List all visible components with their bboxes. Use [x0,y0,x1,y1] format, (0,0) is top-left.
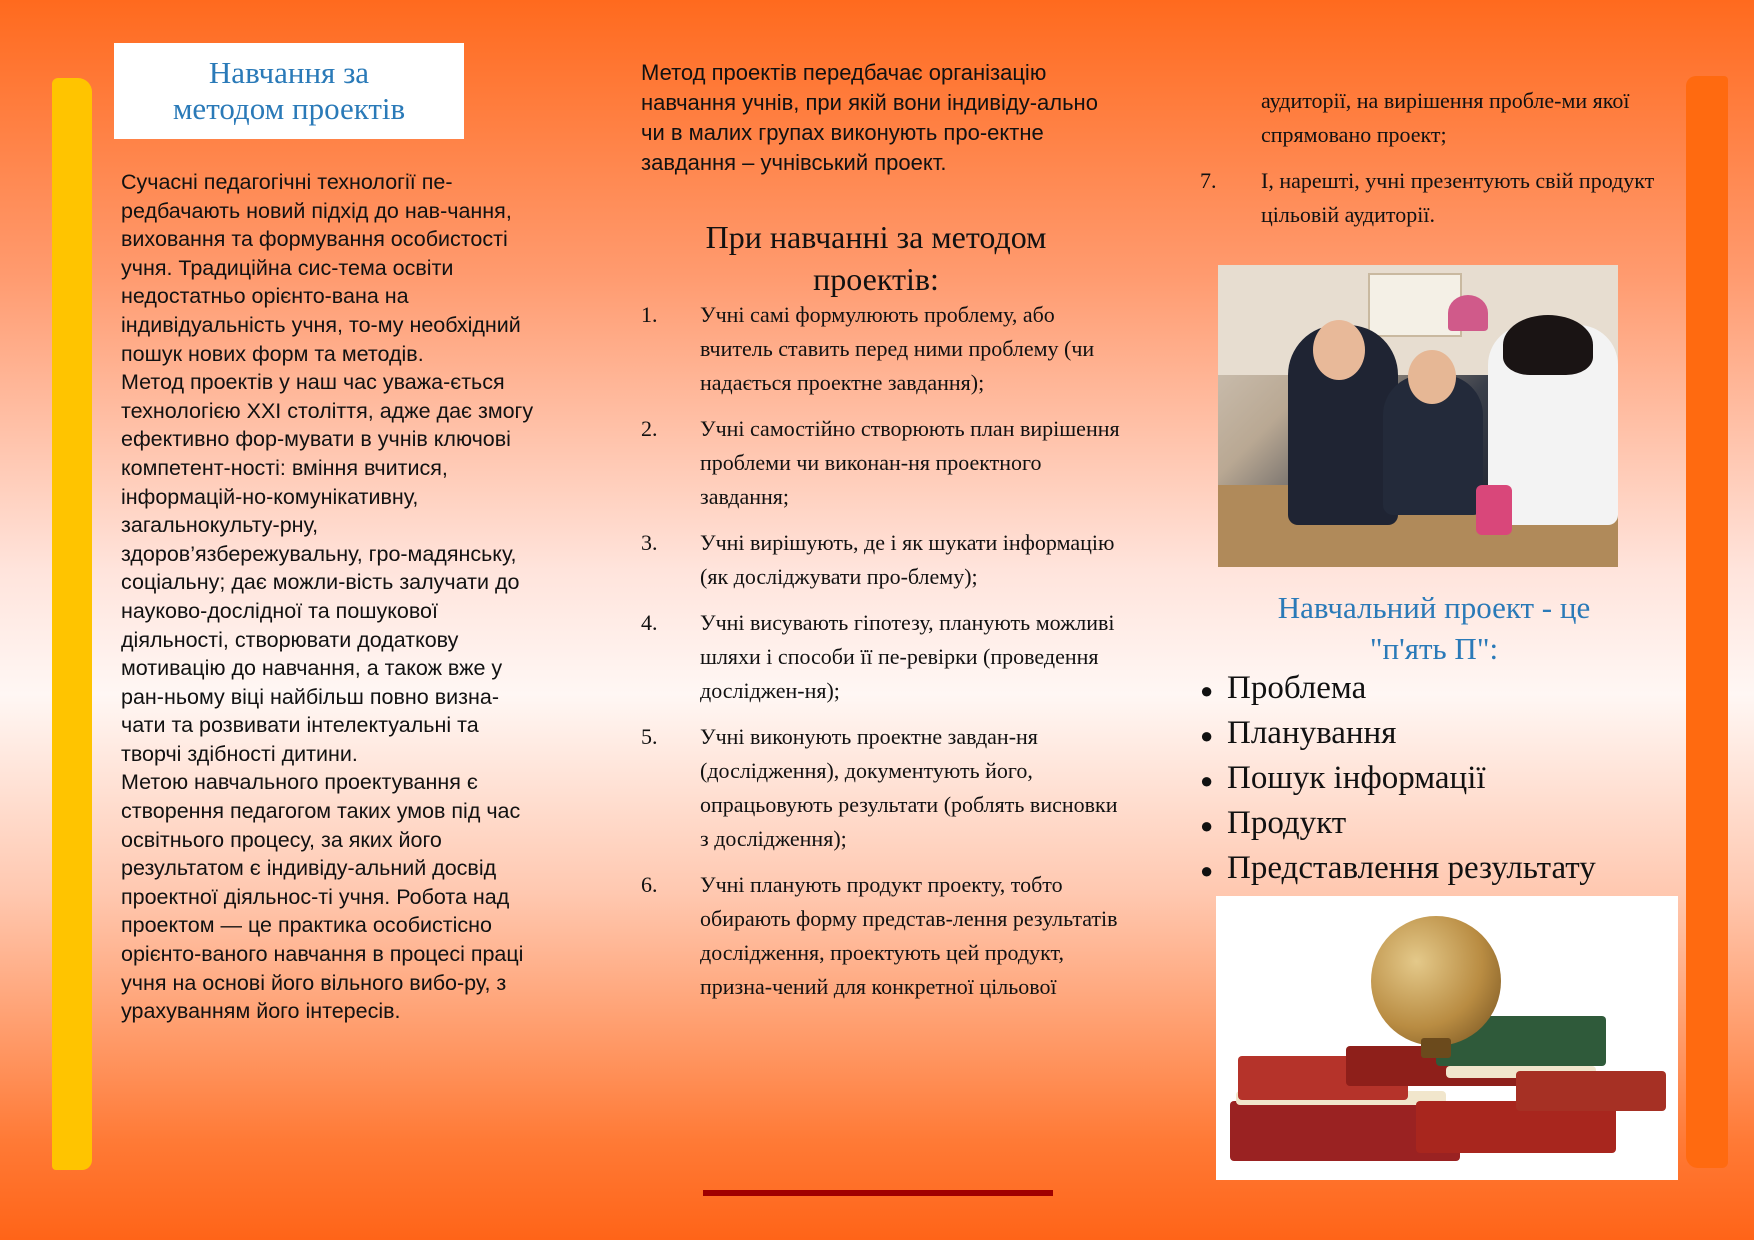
list-item [641,526,1121,594]
classroom-photo [1218,265,1618,567]
list-item [1200,667,1680,712]
list-item-text: Учні виконують проектне завдан-ня (дослідження), документують його, опрацьовують результати (роблять висновки з дослідження); [700,724,1118,851]
title-line-1: Навчання за [208,55,370,90]
column1-body [121,168,536,1026]
list-item [1200,757,1680,802]
right-decorative-stripe [1686,76,1728,1168]
list-item [641,298,1121,400]
list-continuation: аудиторії, на вирішення пробле-ми якої спрямовано проект; [1261,88,1630,147]
slogan-line-1: Навчальний проект - це [1277,590,1591,625]
list-item-text: Продукт [1227,805,1347,841]
method-paragraph: Метод проектів у наш час уважа-ється технологією XXI століття, адже дає змогу ефективно фор-мувати в учнів ключові компетент-ності: вміння вчитися, інформацій-но-комунікативну, загальнокульту-рну, здоров’язбережувальну, гро-мадянську, соціальну; дає можли-вість залучати до науково-дослідної та пошукової діяльності, створювати додаткову мотивацію до навчання, а також вже у ран-ньому віці найбільш повно визна-чати та розвивати інтелектуальні та творчі здібності дитини. [121,370,534,766]
list-item [1200,847,1680,892]
list-item [1200,802,1680,847]
list-item-text: І, нарешті, учні презентують свій продукт цільовій аудиторії. [1261,168,1655,227]
five-p-list [1200,667,1680,892]
left-decorative-stripe [52,78,92,1170]
list-item [641,412,1121,514]
list-item [641,606,1121,708]
intro-paragraph: Сучасні педагогічні технології пе-редбачають новий підхід до нав-чання, виховання та формування особистості учня. Традиційна сис-тема освіти недостатньо орієнто-вана на індивідуальність учня, то-му необхідний пошук нових форм та методів. [121,170,521,366]
title-line-2: методом проектів [172,91,406,126]
list-item [1200,712,1680,757]
list-item-number: 2. [641,416,658,441]
list-item-text: Учні вирішують, де і як шукати інформацію (як досліджувати про-блему); [700,530,1115,589]
bullet-icon: ● [1200,723,1214,748]
books-and-globe-image [1216,896,1678,1180]
bottom-divider [703,1190,1053,1196]
five-p-slogan [1214,587,1654,669]
list-item-text: Планування [1227,715,1397,751]
column2-heading: При навчанні за методом проектів: [705,219,1047,297]
list-item-text: Учні самі формулюють проблему, або вчитель ставить перед ними проблему (чи надається проектне завдання); [700,302,1095,395]
bullet-icon: ● [1200,768,1214,793]
bullet-icon: ● [1200,678,1214,703]
goal-paragraph: Метою навчального проектування є створення педагогом таких умов під час освітнього процесу, за яких його результатом є індивіду-альний досвід проектної діяльнос-ті учня. Робота над проектом — це практика особистісно орієнто-ваного навчання в процесі праці учня на основі його вільного вибо-ру, з урахуванням його інтересів. [121,770,524,1024]
list-item-text: Представлення результату [1227,850,1596,886]
list-item [641,868,1121,1004]
list-item-number: 7. [1200,168,1217,193]
bullet-icon: ● [1200,813,1214,838]
list-item-text: Учні планують продукт проекту, тобто обирають форму представ-лення результатів дослідження, проектують цей продукт, призна-чений для конкретної цільової [700,872,1118,999]
column2-intro: Метод проектів передбачає організацію навчання учнів, при якій вони індивіду-ально чи в малих групах виконують про-ектне завдання – учнівський проект. [641,60,1098,175]
brochure-title [114,43,464,139]
list-item-text: Учні самостійно створюють план вирішення проблеми чи виконан-ня проектного завдання; [700,416,1120,509]
steps-list [641,298,1121,1016]
list-item-number: 6. [641,872,658,897]
list-item [1200,164,1680,232]
list-item-number: 1. [641,302,658,327]
list-item [641,720,1121,856]
list-item-number: 4. [641,610,658,635]
bullet-icon: ● [1200,858,1214,883]
list-item-number: 3. [641,530,658,555]
slogan-line-2: "п'ять П": [1369,631,1499,666]
list-item-text: Учні висувають гіпотезу, планують можливі шляхи і способи її пе-ревірки (проведення досліджен-ня); [700,610,1115,703]
list-item-number: 5. [641,724,658,749]
list-item-text: Проблема [1227,670,1367,706]
list-item-text: Пошук інформації [1227,760,1486,796]
